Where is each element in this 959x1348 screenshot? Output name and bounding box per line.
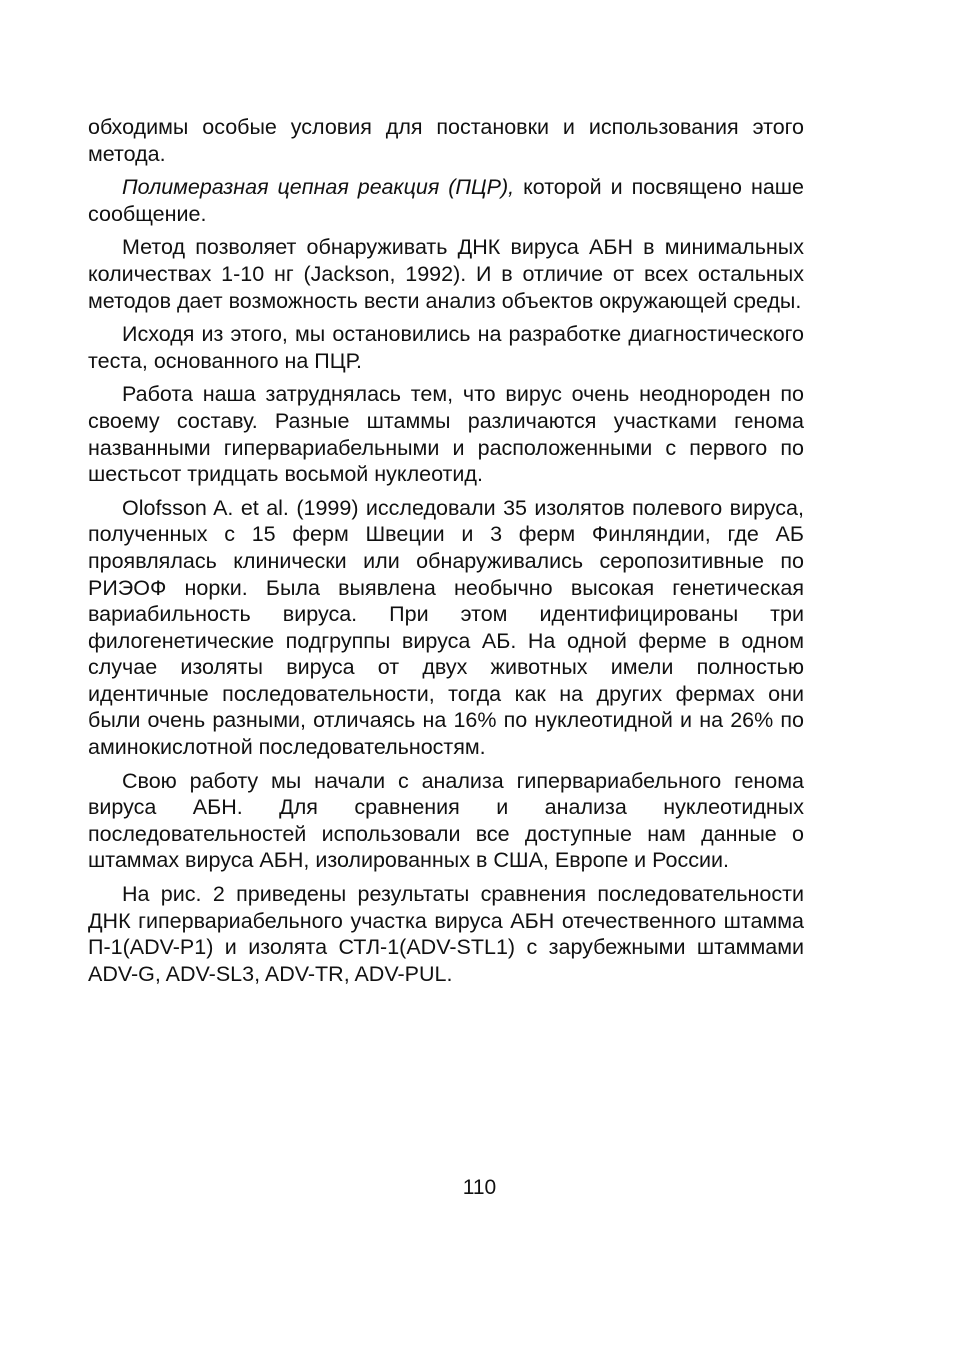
- paragraph-3: Метод позволяет обнаруживать ДНК вируса АБН в минимальных количествах 1-10 нг (Jackson, 1992). И в отличие от всех остальных методов дает возможность вести анализ объектов окружающей среды.: [88, 235, 804, 313]
- page-number: 110: [462, 1176, 497, 1199]
- paragraph-2: Полимеразная цепная реакция (ПЦР), которой и посвящено наше сообщение.: [88, 175, 804, 226]
- paragraph-1: обходимы особые условия для постановки и использования этого метода.: [88, 115, 804, 166]
- paragraph-8: На рис. 2 приведены результаты сравнения последовательности ДНК гипервариабельного участка вируса АБН отечественного штамма П-1(ADV-P1) и изолята СТЛ-1(ADV-STL1) с зарубежными штаммами ADV-G, ADV-SL3, ADV-TR, ADV-PUL.: [88, 882, 804, 986]
- italic-term: Полимеразная цепная реакция (ПЦР),: [122, 175, 515, 200]
- paragraph-4: Исходя из этого, мы остановились на разработке диагностического теста, основанного на ПЦР.: [88, 322, 804, 373]
- paragraph-6: Olofsson A. et al. (1999) исследовали 35 изолятов полевого вируса, полученных с 15 ферм Швеции и 3 ферм Финляндии, где АБ проявлялась клинически или обнаруживались серопозитивные по РИЭОФ норки. Была выявлена необычно высокая генетическая вариабильность вируса. При этом идентифицированы три филогенетические подгруппы вируса АБ. На одной ферме в одном случае изоляты вируса от двух животных имели полностью идентичные последовательности, тогда как на других фермах они были очень разными, отличаясь на 16% по нуклеотидной и на 26% по аминокислотной последовательностям.: [88, 495, 804, 760]
- paragraph-7: Свою работу мы начали с анализа гипервариабельного генома вируса АБН. Для сравнения и анализа нуклеотидных последовательностей использовали все доступные нам данные о штаммах вируса АБН, изолированных в США, Европе и России.: [88, 768, 804, 873]
- body-text: [88, 114, 804, 994]
- paragraph-5: Работа наша затруднялась тем, что вирус очень неоднороден по своему составу. Разные штаммы различаются участками генома названными гипервариабельными и расположенными с первого по шестьсот тридцать восьмой нуклеотид.: [88, 382, 804, 487]
